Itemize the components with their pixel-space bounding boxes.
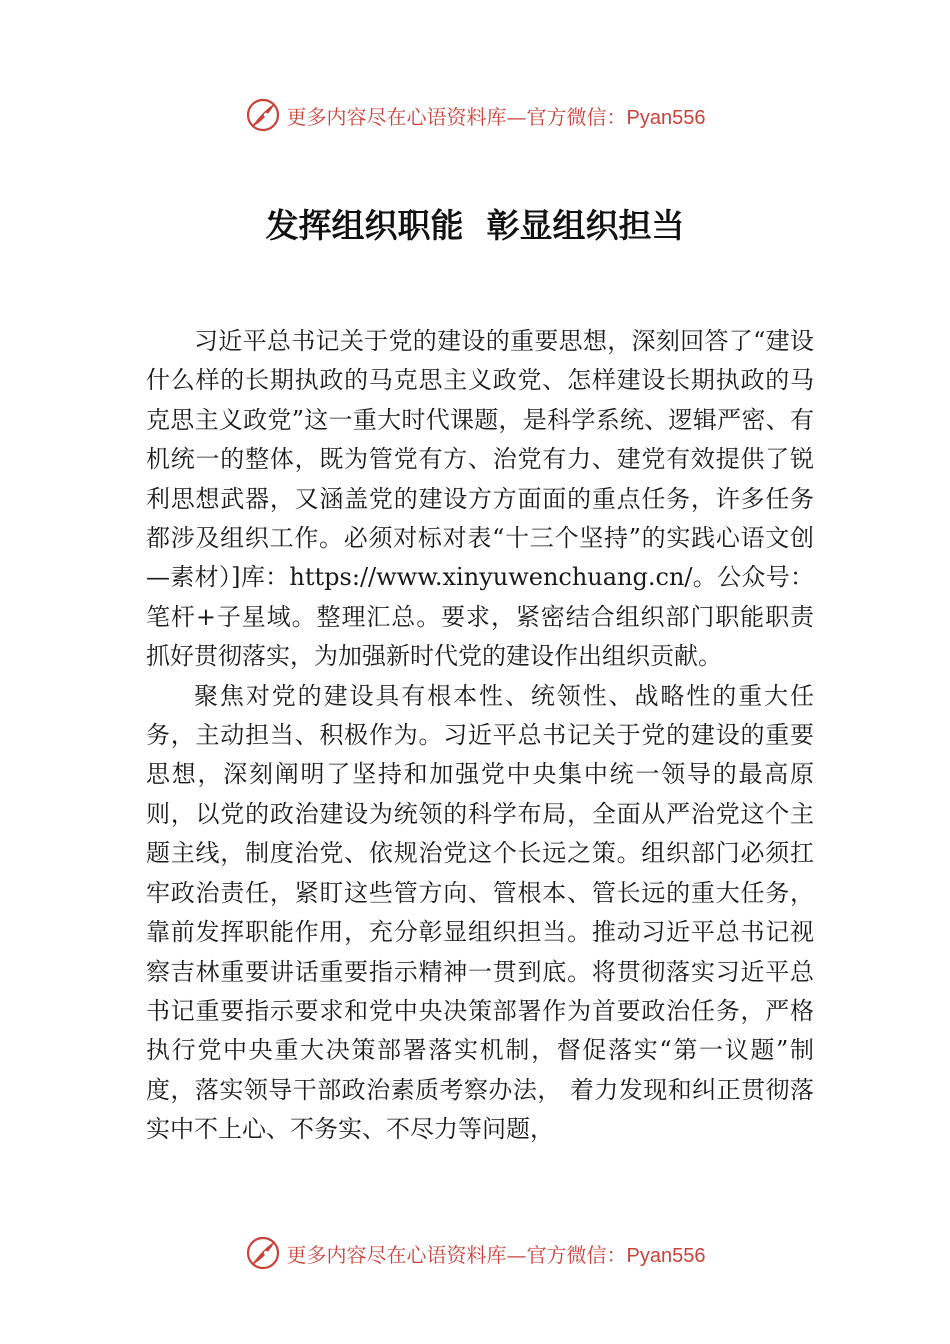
paragraph-2: 聚焦对党的建设具有根本性、统领性、战略性的重大任务，主动担当、积极作为。习近平总书记关于党的建设的重要思想，深刻阐明了坚持和加强党中央集中统一领导的最高原则，以党的政治建设为统领的科学布局，全面从严治党这个主题主线，制度治党、依规治党这个长远之策。组织部门必须扛牢政治责任，紧盯这些管方向、管根本、管长远的重大任务，靠前发挥职能作用，充分彰显组织担当。推动习近平总书记视察吉林重要讲话重要指示精神一贯到底。将贯彻落实习近平总书记重要指示要求和党中央决策部署作为首要政治任务，严格执行党中央重大决策部署落实机制，督促落实“第一议题”制度，落实领导干部政治素质考察办法， 着力发现和纠正贯彻落实中不上心、不务实、不尽力等问题， — [146, 681, 814, 1144]
quill-logo-icon — [245, 97, 281, 133]
paragraph-1: 习近平总书记关于党的建设的重要思想，深刻回答了“建设什么样的长期执政的马克思主义政党、怎样建设长期执政的马克思主义政党”这一重大时代课题，是科学系统、逻辑严密、有机统一的整体，既为管党有方、治党有力、建党有效提供了锐利思想武器，又涵盖党的建设方方面面的重点任务，许多任务都涉及组织工作。必须对标对表“十三个坚持”的实践心语文创—素材）]库：https://www.xinyuwenchuang.cn/。公众号：笔杆+子星域。整理汇总。要求，紧密结合组织部门职能职责抓好贯彻落实，为加强新时代党的建设作出组织贡献。 — [146, 327, 814, 671]
footer-banner-text — [287, 1239, 706, 1268]
header-banner — [0, 95, 950, 135]
footer-wechat-id: Pyan556 — [626, 1244, 706, 1267]
quill-logo-icon — [245, 1235, 281, 1271]
footer-banner-label: 更多内容尽在心语资料库—官方微信： — [286, 1242, 627, 1267]
header-wechat-id: Pyan556 — [626, 106, 706, 129]
header-banner-label: 更多内容尽在心语资料库—官方微信： — [286, 104, 627, 129]
header-banner-text — [287, 101, 706, 130]
document-body — [146, 322, 814, 1150]
footer-banner — [0, 1233, 950, 1273]
document-title: 发挥组织职能 彰显组织担当 — [265, 206, 685, 245]
